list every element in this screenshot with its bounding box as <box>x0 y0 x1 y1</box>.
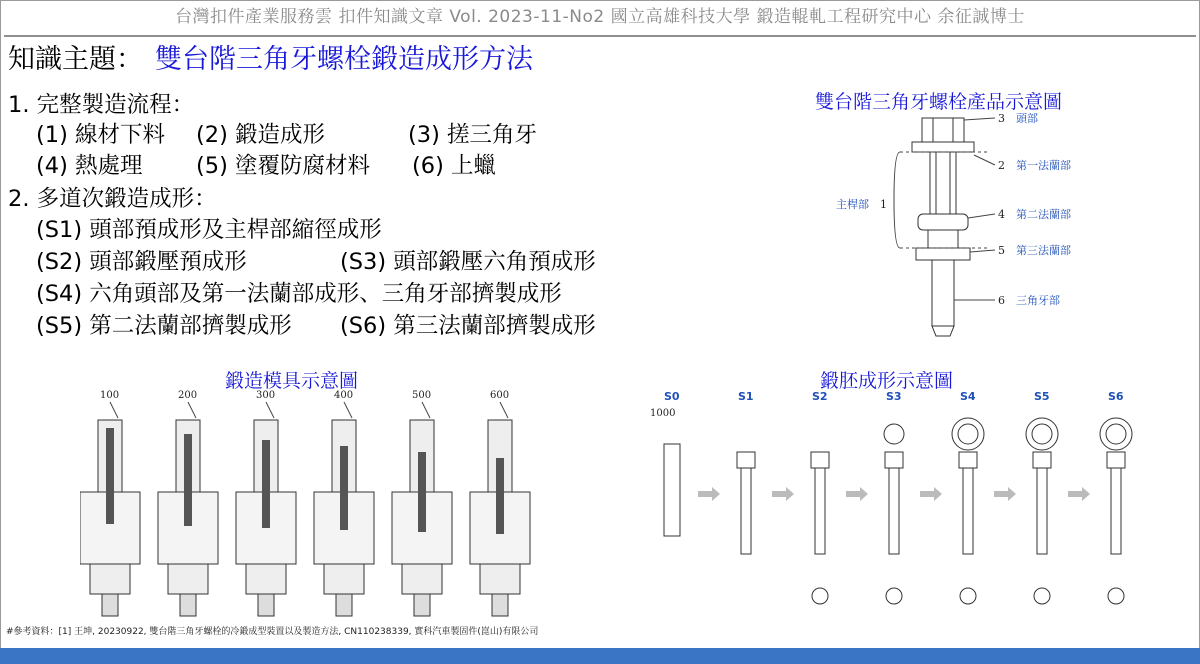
bolt-head <box>922 118 964 142</box>
blank-stage-S5 <box>1026 390 1090 604</box>
label-n3: 3 <box>998 112 1005 125</box>
label-1000: 1000 <box>650 408 676 419</box>
die-label: 500 <box>412 390 432 401</box>
bolt-flange-2 <box>918 214 968 230</box>
label-n4: 4 <box>998 208 1005 221</box>
die-set-200 <box>158 390 218 616</box>
page-header: 台灣扣件產業服務雲 扣件知識文章 Vol. 2023-11-No2 國立高雄科技大學 鍛造輥軋工程研究中心 余征誠博士 <box>175 7 1025 27</box>
step-3: (3) 搓三角牙 <box>408 122 538 148</box>
step-5: (5) 塗覆防腐材料 <box>196 153 371 179</box>
die-sets <box>80 390 530 616</box>
die-set-400 <box>314 390 374 616</box>
stage-s3: (S3) 頭部鍛壓六角預成形 <box>340 249 596 275</box>
stage-label: S1 <box>738 390 754 403</box>
step-6: (6) 上蠟 <box>412 153 497 179</box>
label-n1: 1 <box>880 198 887 211</box>
stage-label: S0 <box>664 390 680 403</box>
die-label: 400 <box>334 390 354 401</box>
stage-label: S5 <box>1034 390 1050 403</box>
label-thread: 三角牙部 <box>1016 294 1060 307</box>
page-title <box>8 42 533 78</box>
die-figure-caption: 鍛造模具示意圖 <box>225 370 359 392</box>
reference-note: #參考資料：[1] 王坤, 20230922, 雙台階三角牙螺栓的冷鍛成型裝置以及製造方法, CN110238339, 實科汽車製固件(崑山)有限公司 <box>6 627 539 637</box>
blank-stages <box>650 390 1132 604</box>
die-label: 600 <box>490 390 510 401</box>
step-1: (1) 線材下料 <box>36 122 166 148</box>
stage-s1: (S1) 頭部預成形及主桿部縮徑成形 <box>36 217 382 243</box>
title-label: 知識主題： <box>8 44 143 75</box>
die-figure <box>80 388 540 624</box>
blank-stage-S2 <box>811 390 868 604</box>
blank-stage-S6 <box>1100 390 1132 604</box>
title-text: 雙台階三角牙螺栓鍛造成形方法 <box>155 44 533 75</box>
product-figure-caption: 雙台階三角牙螺栓產品示意圖 <box>815 91 1063 113</box>
die-set-500 <box>392 390 452 616</box>
label-head: 頭部 <box>1016 112 1038 125</box>
stage-label: S6 <box>1108 390 1124 403</box>
blank-figure-caption: 鍛胚成形示意圖 <box>820 370 954 392</box>
label-n6: 6 <box>998 294 1005 307</box>
product-bolt-figure <box>800 110 1130 350</box>
label-main: 主桿部 <box>836 198 869 211</box>
label-flange3: 第三法蘭部 <box>1016 244 1071 257</box>
die-label: 100 <box>100 390 120 401</box>
stage-s5: (S5) 第二法蘭部擠製成形 <box>36 313 292 339</box>
die-set-100 <box>80 390 140 616</box>
bolt-flange-1 <box>912 142 974 152</box>
step-2: (2) 鍛造成形 <box>196 122 326 148</box>
step-4: (4) 熱處理 <box>36 153 143 179</box>
blank-forming-figure <box>650 388 1150 624</box>
stage-label: S4 <box>960 390 976 403</box>
label-n2: 2 <box>998 159 1005 172</box>
label-n5: 5 <box>998 244 1005 257</box>
stage-label: S2 <box>812 390 828 403</box>
label-flange1: 第一法蘭部 <box>1016 159 1071 172</box>
header-divider <box>4 35 1196 37</box>
blank-stage-S3 <box>884 390 942 604</box>
blank-stage-S4 <box>952 390 1016 604</box>
stage-s4: (S4) 六角頭部及第一法蘭部成形、三角牙部擠製成形 <box>36 281 562 307</box>
die-label: 300 <box>256 390 276 401</box>
stage-label: S3 <box>886 390 902 403</box>
stage-s2: (S2) 頭部鍛壓預成形 <box>36 249 247 275</box>
die-label: 200 <box>178 390 198 401</box>
bolt-flange-3 <box>916 248 970 260</box>
blank-stage-S1 <box>737 390 794 554</box>
stage-s6: (S6) 第三法蘭部擠製成形 <box>340 313 596 339</box>
die-set-600 <box>470 390 530 616</box>
bolt-thread <box>932 260 954 326</box>
label-flange2: 第二法蘭部 <box>1016 208 1071 221</box>
section2-heading: 2. 多道次鍛造成形： <box>8 186 217 212</box>
bottom-bar <box>0 648 1200 664</box>
section1-heading: 1. 完整製造流程： <box>8 92 195 118</box>
die-set-300 <box>236 390 296 616</box>
